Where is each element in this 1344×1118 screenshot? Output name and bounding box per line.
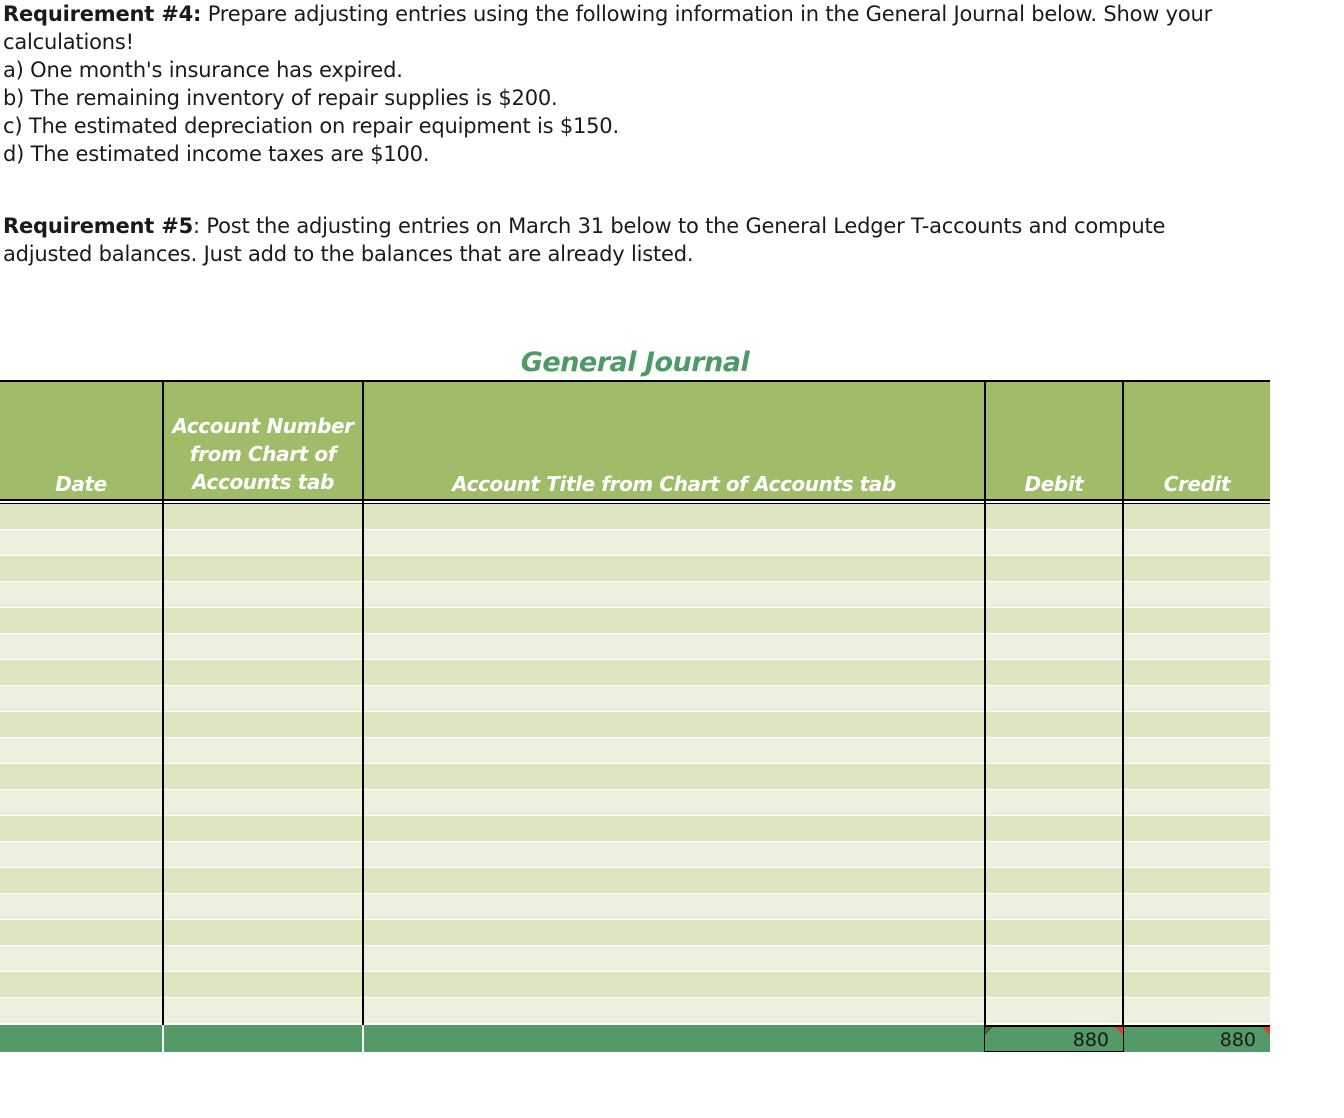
total-credit-value: 880 (1219, 1029, 1256, 1051)
table-row[interactable] (0, 608, 1270, 634)
requirement-5-text: : Post the adjusting entries on March 31 below to the General Ledger T-accounts and compute adjusted balances. Just add to the balances that are already listed. (3, 214, 1166, 266)
header-debit (986, 380, 1122, 500)
requirement-4-text: Prepare adjusting entries using the following information in the General Journal below. Show your calculations! (3, 2, 1213, 54)
table-row[interactable] (0, 894, 1270, 920)
comment-indicator-icon (1262, 1027, 1270, 1035)
table-row[interactable] (0, 738, 1270, 764)
journal-rows[interactable] (0, 504, 1270, 1024)
table-row[interactable] (0, 868, 1270, 894)
comment-indicator-icon (1115, 1027, 1123, 1035)
general-journal-table (0, 380, 1270, 1053)
header-account-number-label: Account Number from Chart of Accounts tab (172, 414, 354, 494)
journal-title: General Journal (520, 347, 750, 378)
requirement-4-intro (3, 0, 1243, 56)
table-row[interactable] (0, 530, 1270, 556)
cell-indicator-icon (985, 1027, 993, 1035)
requirement-5 (3, 212, 1243, 268)
table-row[interactable] (0, 946, 1270, 972)
table-row[interactable] (0, 504, 1270, 530)
requirement-4-label: Requirement #4: (3, 2, 202, 26)
column-divider-date (162, 380, 164, 1025)
table-row[interactable] (0, 556, 1270, 582)
requirement-5-label: Requirement #5 (3, 214, 194, 238)
table-row[interactable] (0, 842, 1270, 868)
column-divider-account-title (984, 380, 986, 1025)
requirement-4-item-a: a) One month's insurance has expired. (3, 58, 403, 82)
total-debit-value: 880 (1072, 1029, 1109, 1051)
totals-separator-2 (362, 1025, 364, 1052)
header-credit-label: Credit (1163, 472, 1231, 496)
table-row[interactable] (0, 998, 1270, 1024)
table-row[interactable] (0, 972, 1270, 998)
table-row[interactable] (0, 582, 1270, 608)
table-row[interactable] (0, 634, 1270, 660)
table-row[interactable] (0, 816, 1270, 842)
requirement-4-item-b: b) The remaining inventory of repair supplies is $200. (3, 86, 558, 110)
header-credit (1124, 380, 1270, 500)
header-debit-label: Debit (1024, 472, 1084, 496)
header-date-label: Date (55, 472, 107, 496)
requirement-4-item-d: d) The estimated income taxes are $100. (3, 142, 430, 166)
table-row[interactable] (0, 790, 1270, 816)
header-account-title-label: Account Title from Chart of Accounts tab (452, 472, 896, 496)
table-row[interactable] (0, 660, 1270, 686)
table-row[interactable] (0, 920, 1270, 946)
column-divider-debit (1122, 380, 1124, 1025)
column-divider-account-number (362, 380, 364, 1025)
table-row[interactable] (0, 686, 1270, 712)
total-credit-cell[interactable] (1124, 1025, 1270, 1052)
requirement-4 (3, 0, 1243, 168)
table-row[interactable] (0, 712, 1270, 738)
header-date (0, 380, 162, 500)
total-debit-cell[interactable] (984, 1025, 1124, 1052)
header-account-number (164, 380, 362, 500)
table-row[interactable] (0, 764, 1270, 790)
totals-separator-1 (162, 1025, 164, 1052)
requirement-4-item-c: c) The estimated depreciation on repair equipment is $150. (3, 114, 619, 138)
header-account-title (364, 380, 984, 500)
